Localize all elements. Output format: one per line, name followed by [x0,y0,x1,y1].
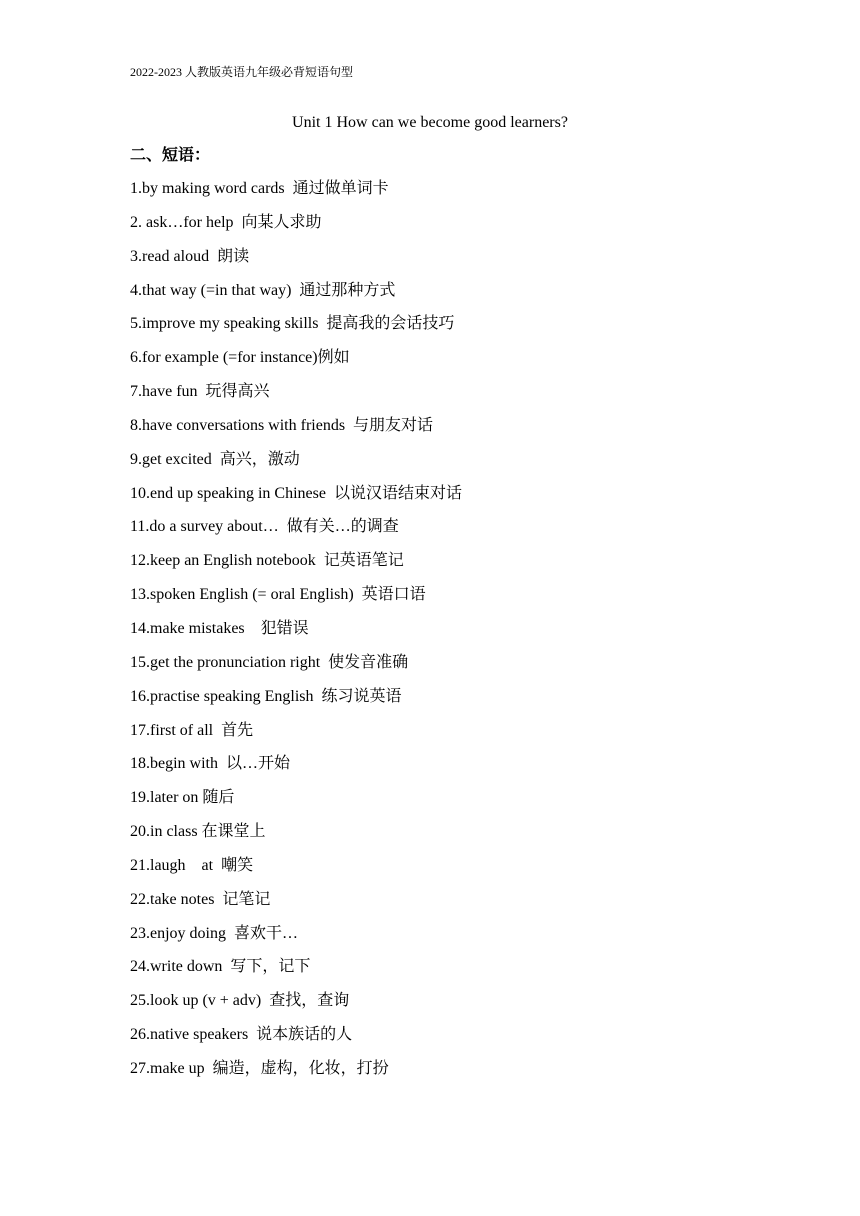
phrase-item: 26.native speakers 说本族话的人 [130,1026,353,1044]
phrase-item: 13.spoken English (= oral English) 英语口语 [130,586,426,604]
phrase-item: 24.write down 写下，记下 [130,958,311,976]
phrase-item: 8.have conversations with friends 与朋友对话 [130,416,434,434]
phrase-item: 2. ask…for help 向某人求助 [130,213,322,231]
phrase-item: 4.that way (=in that way) 通过那种方式 [130,281,396,299]
phrase-item: 18.begin with 以…开始 [130,755,290,773]
phrase-item: 10.end up speaking in Chinese 以说汉语结束对话 [130,484,462,502]
phrase-item: 14.make mistakes 犯错误 [130,619,309,637]
phrase-item: 7.have fun 玩得高兴 [130,383,270,401]
phrase-item: 12.keep an English notebook 记英语笔记 [130,552,404,570]
phrase-item: 21.laugh at 嘲笑 [130,856,254,874]
phrase-item: 16.practise speaking English 练习说英语 [130,687,402,705]
phrase-item: 23.enjoy doing 喜欢干… [130,924,298,942]
phrase-item: 3.read aloud 朗读 [130,247,250,265]
phrase-list [130,178,462,1092]
phrase-item: 11.do a survey about… 做有关…的调查 [130,518,399,536]
phrase-item: 25.look up (v + adv) 查找，查询 [130,992,350,1010]
phrase-item: 5.improve my speaking skills 提高我的会话技巧 [130,315,455,333]
page-header: 2022-2023 人教版英语九年级必背短语句型 [130,65,353,79]
phrase-item: 22.take notes 记笔记 [130,890,271,908]
phrase-item: 15.get the pronunciation right 使发音准确 [130,653,409,671]
phrase-item: 17.first of all 首先 [130,721,254,739]
phrase-item: 20.in class 在课堂上 [130,823,266,841]
phrase-item: 9.get excited 高兴，激动 [130,450,300,468]
document-title: Unit 1 How can we become good learners? [292,114,568,131]
phrase-item: 27.make up 编造，虚构，化妆，打扮 [130,1059,389,1077]
phrase-item: 1.by making word cards 通过做单词卡 [130,180,389,197]
section-heading: 二、短语： [130,147,211,164]
phrase-item: 19.later on 随后 [130,789,235,807]
phrase-item: 6.for example (=for instance)例如 [130,349,350,367]
